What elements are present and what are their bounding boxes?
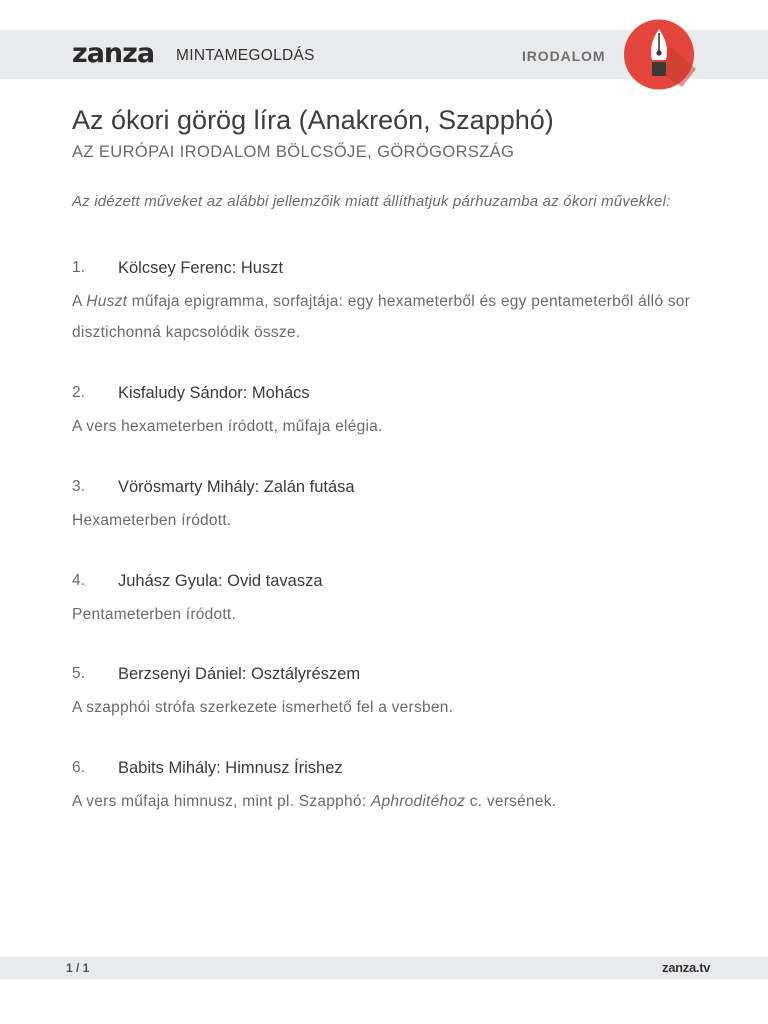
item-description: A vers műfaja himnusz, mint pl. Szapphó: Aphroditéhoz c. versének. bbox=[72, 793, 557, 810]
fountain-pen-icon bbox=[622, 19, 696, 90]
list-item bbox=[72, 256, 694, 348]
footer-brand-link[interactable]: zanza.tv bbox=[662, 960, 711, 975]
item-title: Babits Mihály: Himnusz Írishez bbox=[118, 759, 343, 777]
item-number: 2. bbox=[72, 384, 85, 401]
item-number: 5. bbox=[72, 665, 85, 682]
work-title-emphasis: Aphroditéhoz bbox=[370, 793, 466, 810]
item-title: Berzsenyi Dániel: Osztályrészem bbox=[118, 665, 361, 683]
item-number: 4. bbox=[72, 572, 85, 589]
list-item bbox=[72, 756, 694, 817]
item-title: Juhász Gyula: Ovid tavasza bbox=[118, 572, 323, 590]
list-item bbox=[72, 569, 694, 630]
item-description: A Huszt műfaja epigramma, sorfajtája: egy hexameterből és egy pentameterből álló sor disztichonná kapcsolódik össze. bbox=[72, 293, 691, 341]
page-title: Az ókori görög líra (Anakreón, Szapphó) bbox=[72, 105, 554, 135]
item-description: Pentameterben íródott. bbox=[72, 606, 237, 623]
item-title: Vörösmarty Mihály: Zalán futása bbox=[118, 478, 355, 496]
item-number: 3. bbox=[72, 478, 85, 495]
item-number: 1. bbox=[72, 259, 85, 276]
item-description: A vers hexameterben íródott, műfaja elégia. bbox=[72, 418, 383, 435]
list-item bbox=[72, 662, 694, 723]
footer-bar bbox=[0, 957, 768, 979]
list-item bbox=[72, 475, 694, 536]
item-number: 6. bbox=[72, 759, 85, 776]
work-title-emphasis: Huszt bbox=[86, 293, 128, 310]
page-number: 1 / 1 bbox=[66, 961, 90, 975]
page-subtitle: AZ EURÓPAI IRODALOM BÖLCSŐJE, GÖRÖGORSZÁG bbox=[72, 143, 515, 161]
item-title: Kisfaludy Sándor: Mohács bbox=[118, 384, 310, 402]
zanza-logo: zanza bbox=[72, 38, 155, 69]
item-description: Hexameterben íródott. bbox=[72, 512, 232, 529]
subject-label: IRODALOM bbox=[522, 48, 606, 64]
list-item bbox=[72, 381, 694, 442]
item-title: Kölcsey Ferenc: Huszt bbox=[118, 259, 284, 277]
document-type-label: MINTAMEGOLDÁS bbox=[176, 47, 315, 64]
intro-text: Az idézett műveket az alábbi jellemzőik miatt állíthatjuk párhuzamba az ókori művekkel: bbox=[72, 193, 671, 210]
item-description: A szapphói strófa szerkezete ismerhető fel a versben. bbox=[72, 699, 454, 716]
